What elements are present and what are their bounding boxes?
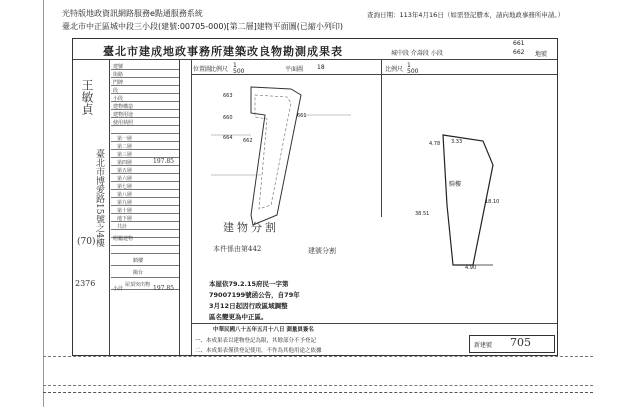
plan-dim-top: 4.78	[429, 141, 441, 147]
approval-divider	[191, 323, 557, 324]
owner-address: 臺北市博愛路15號之4樓	[94, 149, 104, 248]
lot-number-1: 661	[513, 40, 525, 47]
row-label-1: 街路	[113, 72, 124, 78]
row-label-2: 門牌	[113, 80, 124, 86]
site-label-662: 662	[243, 138, 253, 144]
table-code-2: 2376	[75, 279, 96, 288]
plan-dim-right: 18.10	[485, 199, 500, 205]
row-label-17: 第十層	[117, 208, 133, 214]
floor-area-value: 197.85	[153, 158, 174, 165]
row-label-22: 陽台	[133, 270, 144, 276]
row-label-21: 騎樓	[133, 258, 144, 264]
sum-label: 小計	[113, 286, 124, 292]
page-bottom-dash	[43, 392, 593, 393]
row-label-13: 第六層	[117, 176, 133, 182]
page-margin-line	[43, 0, 44, 407]
district-name: 城中段 介壽段 小段	[391, 50, 443, 57]
row-label-7: 使用執照	[113, 120, 134, 126]
plan-room-label: 騎樓	[449, 181, 462, 188]
header-divider	[73, 59, 557, 60]
split-title: 建物分割	[223, 221, 279, 234]
scale-denominator-b: 500	[407, 68, 419, 75]
system-name: 光特版地政資訊網路服務e點通服務系統	[62, 9, 203, 18]
row-label-19: 共計	[117, 224, 128, 230]
scale-numerator-a: 1	[233, 62, 237, 69]
row-label-11: 第四層	[117, 160, 133, 166]
document-title: 臺北市建成地政事務所建築改良物勘測成果表	[103, 45, 343, 58]
plan-dim-side: 3.33	[451, 139, 463, 145]
row-label-10: 第三層	[117, 152, 133, 158]
plan-dim-bottom: 4.90	[465, 265, 477, 271]
owner-name: 王敏貞	[80, 79, 94, 115]
floor-plan	[383, 75, 557, 275]
memo-line-3: 3月12日起因行政區域調整	[209, 302, 288, 310]
site-label-660: 660	[223, 115, 233, 121]
scale-denominator-a: 500	[233, 68, 245, 75]
stamp-label: 新建號	[474, 342, 493, 349]
row-label-15: 第八層	[117, 192, 133, 198]
row-label-20: 附屬建物	[113, 236, 134, 242]
split-note-b: 建號分割	[308, 247, 336, 255]
total-area-value: 197.85	[153, 285, 174, 292]
table-col-line-1	[109, 59, 110, 355]
query-info: 查詢日期：113年4月16日（如需登記謄本，請向地政事務所申請。）	[367, 11, 565, 19]
new-building-number-stamp	[469, 335, 555, 353]
sheet-code: 18	[317, 64, 325, 71]
table-col-line-2	[179, 59, 180, 355]
map-divider	[381, 59, 382, 217]
stamp-number: 705	[510, 336, 531, 349]
location-map-scale-label: 比例尺	[210, 66, 229, 73]
row-label-14: 第七層	[117, 184, 133, 190]
location-map	[191, 75, 381, 235]
site-label-664: 664	[223, 135, 233, 141]
row-label-9: 第二層	[117, 144, 133, 150]
row-label-18: 地下層	[117, 216, 133, 222]
memo-line-1: 本屋依79.2.15府民一字第	[209, 280, 289, 288]
floor-plan-label: 平面圖	[285, 66, 304, 73]
approval-line: 中華民國八十五年五月十八日 測量員簽名	[213, 327, 314, 333]
lot-number-suffix: 地號	[535, 51, 548, 58]
survey-document	[72, 38, 558, 356]
table-code: (70)	[77, 237, 96, 247]
split-note-a: 本件係由第442	[213, 245, 262, 253]
row-label-5: 建物構造	[113, 104, 134, 110]
row-label-23: 屋頂突出物	[125, 282, 151, 288]
footnote-1: 一、本成果表以建物登記為限，其餘部分不予登記	[195, 338, 317, 344]
row-label-6: 建物用途	[113, 112, 134, 118]
row-label-3: 段	[113, 88, 119, 94]
row-label-8: 第一層	[117, 136, 133, 142]
memo-line-4: 區名變更為中正區。	[209, 313, 268, 321]
row-label-0: 建號	[113, 64, 124, 70]
row-label-4: 小段	[113, 96, 124, 102]
plan-scale-label: 比例尺	[385, 66, 404, 73]
plan-dim-left: 38.51	[415, 211, 430, 217]
row-label-12: 第五層	[117, 168, 133, 174]
location-map-label: 位置圖	[193, 66, 212, 73]
site-label-661: 661	[297, 113, 307, 119]
scale-numerator-b: 1	[407, 62, 411, 69]
page-bottom-band	[43, 356, 593, 386]
site-label-663: 663	[223, 93, 233, 99]
row-label-16: 第九層	[117, 200, 133, 206]
lot-number-2: 662	[513, 49, 525, 56]
location-title: 臺北市中正區城中段三小段(建號:00705-000)[第二層]建物平面圖(已縮小列印)	[62, 22, 344, 31]
footnote-2: 二、本成果表僅供登記使用，不作為其他用途之依據	[195, 348, 322, 354]
memo-line-2: 79007199號函公告，自79年	[209, 291, 300, 299]
